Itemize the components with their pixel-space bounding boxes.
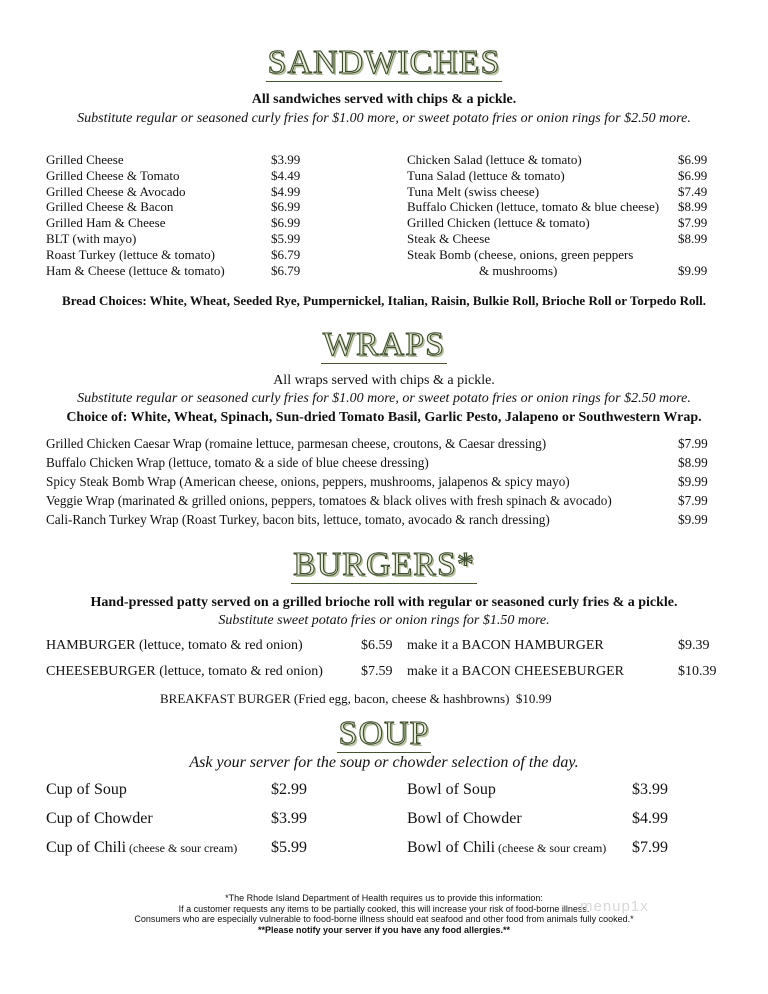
soup-item-price: $2.99 <box>271 781 307 798</box>
sandwich-item-price: $9.99 <box>678 262 708 278</box>
breakfast-burger-name: BREAKFAST BURGER <box>160 691 291 706</box>
soup-subtitle: Ask your server for the soup or chowder selection of the day. <box>189 754 579 771</box>
soup-item-price: $3.99 <box>271 810 307 827</box>
burger-upgrade-name: make it a BACON HAMBURGER <box>407 638 604 653</box>
sandwich-item-name: Roast Turkey (lettuce & tomato) <box>46 246 215 262</box>
wrap-item-price: $7.99 <box>678 493 708 508</box>
wrap-item-price: $8.99 <box>678 455 708 470</box>
health-notice-line3: Consumers who are especially vulnerable to food-borne illness should eat seafood and other food from animals fully cooked.* <box>134 914 634 924</box>
sandwich-item-price: $6.99 <box>271 199 301 215</box>
burger-item-name: CHEESEBURGER <box>46 664 156 679</box>
sandwich-item-name: Chicken Salad (lettuce & tomato) <box>407 152 582 167</box>
sandwich-item-name: Grilled Chicken (lettuce & tomato) <box>407 215 590 231</box>
health-notice-line1: *The Rhode Island Department of Health requires us to provide this information: <box>225 893 543 903</box>
health-notice <box>0 893 768 935</box>
sandwich-item-name: BLT (with mayo) <box>46 231 137 246</box>
sandwich-item-price: $4.99 <box>271 183 301 199</box>
burger-item <box>46 664 323 680</box>
sandwich-item-name: Buffalo Chicken (lettuce, tomato & blue cheese) <box>407 199 660 215</box>
burger-item-detail: (lettuce, tomato & red onion) <box>155 664 323 679</box>
soup-item <box>407 781 496 799</box>
soup-item-detail: (cheese & sour cream) <box>126 841 238 855</box>
sandwiches-heading: SANDWICHES <box>267 44 501 81</box>
soup-item-name: Bowl of Soup <box>407 781 496 798</box>
sandwiches-subtitle: All sandwiches served with chips & a pickle. <box>251 92 517 107</box>
sandwich-item-name: Grilled Cheese & Tomato <box>46 167 180 183</box>
soup-item-name: Cup of Soup <box>46 781 127 798</box>
burger-upgrade-price: $9.39 <box>678 638 710 653</box>
soup-item-price: $7.99 <box>632 839 668 856</box>
sandwich-item-price: $3.99 <box>271 152 301 167</box>
sandwich-item-price: $6.99 <box>678 152 708 167</box>
burgers-subtitle: Hand-pressed patty served on a grilled brioche roll with regular or seasoned curly fries & a pickle. <box>90 595 678 610</box>
health-notice-line2: If a customer requests any items to be partially cooked, this will increase your risk of food-borne illness. <box>178 903 590 914</box>
sandwich-item-price: $7.99 <box>678 215 708 231</box>
soup-item-price: $4.99 <box>632 810 668 827</box>
burger-item-name: HAMBURGER <box>46 638 136 653</box>
wraps-heading: WRAPS <box>322 326 446 363</box>
sandwich-item-price: $6.79 <box>271 246 301 262</box>
burger-item-price: $6.59 <box>361 638 393 653</box>
sandwich-item-name: Grilled Cheese <box>46 152 124 167</box>
burgers-substitute: Substitute sweet potato fries or onion rings for $1.50 more. <box>218 613 550 628</box>
soup-item <box>46 781 127 799</box>
wrap-item-price: $7.99 <box>678 436 708 451</box>
sandwich-item-name: Steak Bomb (cheese, onions, green peppers <box>407 246 634 262</box>
sandwich-item-price: $8.99 <box>678 231 708 246</box>
allergy-notice: **Please notify your server if you have any food allergies.** <box>257 924 511 935</box>
soup-heading: SOUP <box>338 715 430 752</box>
breakfast-burger <box>160 691 552 707</box>
soup-item-price: $3.99 <box>632 781 668 798</box>
soup-item-price: $5.99 <box>271 839 307 856</box>
burger-item <box>46 638 303 654</box>
bread-choices: Bread Choices: White, Wheat, Seeded Rye, Pumpernickel, Italian, Raisin, Bulkie Roll, Brioche Roll or Torpedo Roll. <box>62 293 706 308</box>
sandwich-item-name: Grilled Ham & Cheese <box>46 215 166 231</box>
sandwich-item-price: $4.49 <box>271 167 301 183</box>
wrap-item-name: Buffalo Chicken Wrap (lettuce, tomato & a side of blue cheese dressing) <box>46 455 429 470</box>
sandwich-item-name: Grilled Cheese & Bacon <box>46 199 174 215</box>
wraps-subtitle: All wraps served with chips & a pickle. <box>273 373 495 388</box>
wrap-item-price: $9.99 <box>678 474 708 489</box>
soup-item-name: Cup of Chili <box>46 839 127 856</box>
sandwich-item-price: $6.79 <box>271 262 301 278</box>
wrap-item-name: Veggie Wrap (marinated & grilled onions, peppers, tomatoes & black olives with fresh spinach & avocado) <box>46 493 612 508</box>
breakfast-burger-detail: (Fried egg, bacon, cheese & hashbrowns) <box>290 691 510 706</box>
soup-item-name: Cup of Chowder <box>46 810 153 827</box>
soup-item <box>407 839 606 857</box>
watermark: menup1x <box>580 898 649 915</box>
soup-item <box>46 810 153 828</box>
wrap-item-name: Spicy Steak Bomb Wrap (American cheese, onions, peppers, mushrooms, jalapenos & spicy mayo) <box>46 474 570 489</box>
soup-item-detail: (cheese & sour cream) <box>495 841 607 855</box>
burger-item-price: $7.59 <box>361 664 393 679</box>
wrap-item-name: Grilled Chicken Caesar Wrap (romaine lettuce, parmesan cheese, croutons, & Caesar dressing) <box>46 436 547 451</box>
burger-upgrade-price: $10.39 <box>678 664 717 679</box>
sandwich-item-name: Tuna Salad (lettuce & tomato) <box>407 167 565 183</box>
soup-item <box>46 839 237 857</box>
soup-item-name: Bowl of Chowder <box>407 810 522 827</box>
sandwich-item-price: $7.49 <box>678 183 708 199</box>
burger-item-detail: (lettuce, tomato & red onion) <box>135 638 303 653</box>
sandwich-item-price: $6.99 <box>678 167 708 183</box>
sandwich-item-name: Steak & Cheese <box>407 231 491 246</box>
sandwich-item-name: & mushrooms) <box>479 262 558 278</box>
sandwich-item-price: $6.99 <box>271 215 301 231</box>
sandwich-item-price: $5.99 <box>271 231 301 246</box>
wrap-item-price: $9.99 <box>678 512 708 527</box>
sandwich-item-name: Grilled Cheese & Avocado <box>46 183 186 199</box>
sandwiches-substitute: Substitute regular or seasoned curly fries for $1.00 more, or sweet potato fries or onion rings for $2.50 more. <box>77 111 691 126</box>
sandwich-item-price: $8.99 <box>678 199 708 215</box>
wraps-substitute: Substitute regular or seasoned curly fries for $1.00 more, or sweet potato fries or onion rings for $2.50 more. <box>77 391 691 406</box>
burger-upgrade-name: make it a BACON CHEESEBURGER <box>407 664 624 679</box>
soup-item-name: Bowl of Chili <box>407 839 496 856</box>
wrap-item-name: Cali-Ranch Turkey Wrap (Roast Turkey, bacon bits, lettuce, tomato, avocado & ranch dressing) <box>46 512 550 527</box>
burgers-heading: BURGERS* <box>293 546 475 583</box>
soup-item <box>407 810 522 828</box>
sandwich-item-name: Tuna Melt (swiss cheese) <box>407 183 540 199</box>
breakfast-burger-price: $10.99 <box>515 691 552 706</box>
wraps-choice: Choice of: White, Wheat, Spinach, Sun-dried Tomato Basil, Garlic Pesto, Jalapeno or Southwestern Wrap. <box>66 410 702 425</box>
sandwich-item-name: Ham & Cheese (lettuce & tomato) <box>46 262 225 278</box>
